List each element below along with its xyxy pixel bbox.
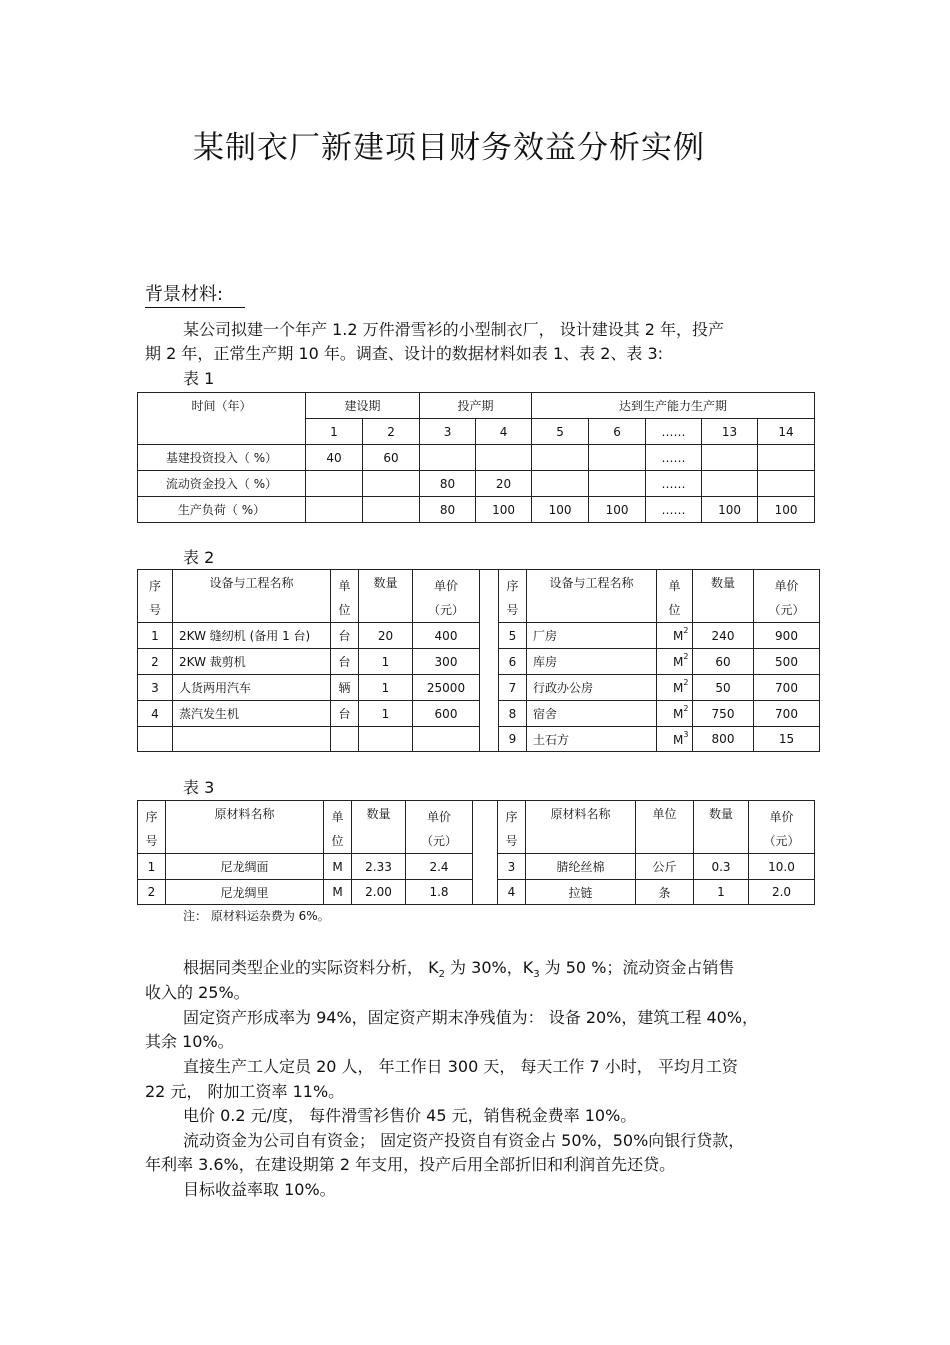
paragraph-6: 目标收益率取 10%。: [183, 1180, 336, 1199]
cell-unit: [657, 649, 693, 675]
cell: [476, 445, 532, 471]
cell-qty: 1: [694, 880, 749, 905]
cell: 80: [420, 497, 476, 523]
unit-exponent: 3: [683, 729, 689, 739]
table3-price-header-right: [749, 801, 815, 854]
cell-no: 8: [499, 701, 527, 727]
p1-subscript-3: 3: [533, 969, 540, 981]
cell-no: 2: [138, 649, 173, 675]
cell-price: 500: [754, 649, 820, 675]
row-label: 基建投资投入（ %）: [138, 445, 306, 471]
cell: 100: [702, 497, 758, 523]
cell-name: 土石方: [527, 727, 657, 752]
table1-year: 2: [363, 419, 420, 445]
price-line-2: （元）: [763, 834, 800, 848]
cell-qty: 1: [359, 649, 413, 675]
table2-qty-header-right: 数量: [693, 570, 754, 623]
cell-name: 尼龙绸面: [166, 854, 324, 880]
cell-qty: 1: [359, 701, 413, 727]
seq-line-2: 号: [506, 603, 519, 617]
cell-qty: 20: [359, 623, 413, 649]
table-row: [138, 497, 815, 523]
cell-price: 15: [754, 727, 820, 752]
cell-no: 4: [138, 701, 173, 727]
column-gap: [480, 649, 499, 675]
cell-no: 1: [138, 854, 166, 880]
cell-unit: 台: [331, 649, 359, 675]
cell-qty: 240: [693, 623, 754, 649]
cell-price: 600: [413, 701, 480, 727]
cell-price: 400: [413, 623, 480, 649]
cell-no: 2: [138, 880, 166, 905]
cell: [532, 445, 589, 471]
cell-unit: M: [324, 880, 352, 905]
table3-name-header-right: 原材料名称: [526, 801, 636, 854]
cell-name: [173, 727, 331, 752]
unit-base: M: [673, 732, 684, 747]
cell-price: 10.0: [749, 854, 815, 880]
cell: [589, 445, 646, 471]
p1-text-a: 根据同类型企业的实际资料分析， K: [183, 958, 439, 977]
table3: [137, 800, 815, 905]
table1-full-header: 达到生产能力生产期: [532, 393, 815, 419]
price-line-1: 单价: [426, 810, 451, 824]
cell: [758, 471, 815, 497]
cell: [758, 445, 815, 471]
cell: ……: [646, 445, 702, 471]
unit-base: M: [673, 655, 684, 669]
cell-name: 2KW 裁剪机: [173, 649, 331, 675]
column-gap: [473, 880, 498, 905]
price-line-2: （元）: [768, 603, 805, 617]
paragraph-5-line-2: 年利率 3.6%，在建设期第 2 年支用，投产后用全部折旧和利润首先还贷。: [145, 1155, 676, 1174]
seq-line-1: 序: [505, 810, 518, 824]
cell-no: 3: [498, 854, 526, 880]
cell-price: [413, 727, 480, 752]
cell: ……: [646, 497, 702, 523]
table1: [137, 392, 815, 523]
table3-qty-header-right: 数量: [694, 801, 749, 854]
table-row: [138, 880, 815, 905]
column-gap: [473, 801, 498, 854]
table1-build-header: 建设期: [306, 393, 420, 419]
cell-unit: 台: [331, 623, 359, 649]
table3-qty-header: 数量: [352, 801, 406, 854]
page-title: 某制衣厂新建项目财务效益分析实例: [193, 130, 705, 166]
table1-year: 14: [758, 419, 815, 445]
paragraph-1-line-2: 收入的 25%。: [145, 983, 250, 1002]
table1-year: 3: [420, 419, 476, 445]
paragraph-3-line-1: 直接生产工人定员 20 人， 年工作日 300 天， 每天工作 7 小时， 平均月工资: [183, 1057, 738, 1076]
table3-label: 表 3: [183, 778, 215, 797]
table1-year: 1: [306, 419, 363, 445]
cell-name: 蒸汽发生机: [173, 701, 331, 727]
intro-line-1: 某公司拟建一个年产 1.2 万件滑雪衫的小型制衣厂， 设计建设其 2 年，投产: [183, 320, 725, 339]
cell-unit: 公斤: [636, 854, 694, 880]
cell-name: 拉链: [526, 880, 636, 905]
table2-unit-header: [331, 570, 359, 623]
table3-seq-header-right: [498, 801, 526, 854]
cell-qty: 2.33: [352, 854, 406, 880]
table3-name-header: 原材料名称: [166, 801, 324, 854]
table1-year: 6: [589, 419, 646, 445]
cell-name: 行政办公房: [527, 675, 657, 701]
cell: 60: [363, 445, 420, 471]
unit-exponent: 2: [683, 678, 689, 687]
cell: [702, 445, 758, 471]
cell-qty: 750: [693, 701, 754, 727]
table2-name-header: 设备与工程名称: [173, 570, 331, 623]
table2-label: 表 2: [183, 548, 215, 567]
cell-name: 厂房: [527, 623, 657, 649]
table2-seq-header: [138, 570, 173, 623]
cell: [306, 471, 363, 497]
table3-note: 注： 原材料运杂费为 6%。: [183, 909, 330, 923]
paragraph-2-line-2: 其余 10%。: [145, 1032, 234, 1051]
paragraph-5-line-1: 流动资金为公司自有资金； 固定资产投资自有资金占 50%，50%向银行贷款，: [183, 1131, 745, 1150]
cell: 40: [306, 445, 363, 471]
unit-line-2: 位: [668, 603, 681, 617]
table1-trial-header: 投产期: [420, 393, 532, 419]
column-gap: [480, 570, 499, 623]
table2-price-header: [413, 570, 480, 623]
cell-name: 2KW 缝纫机 (备用 1 台): [173, 623, 331, 649]
seq-line-2: 号: [148, 603, 161, 617]
table2-unit-header-right: [657, 570, 693, 623]
cell: [306, 497, 363, 523]
column-gap: [473, 854, 498, 880]
cell-price: 2.4: [406, 854, 473, 880]
table-row: [138, 623, 820, 649]
cell-unit: [331, 727, 359, 752]
cell-qty: 60: [693, 649, 754, 675]
table2-seq-header-right: [499, 570, 527, 623]
table2-name-header-right: 设备与工程名称: [527, 570, 657, 623]
cell-name: 尼龙绸里: [166, 880, 324, 905]
p1-text-c: 为 50 %；流动资金占销售: [539, 958, 735, 977]
unit-line-2: 位: [331, 834, 344, 848]
cell: ……: [646, 471, 702, 497]
paragraph-3-line-2: 22 元， 附加工资率 11%。: [145, 1082, 345, 1101]
cell-no: 9: [499, 727, 527, 752]
table-row: [138, 701, 820, 727]
table-row: [138, 675, 820, 701]
row-label: 流动资金投入（ %）: [138, 471, 306, 497]
cell-qty: 800: [693, 727, 754, 752]
unit-exponent: 2: [683, 704, 689, 713]
cell-name: 人货两用汽车: [173, 675, 331, 701]
cell-name: 库房: [527, 649, 657, 675]
table-row: [138, 445, 815, 471]
unit-exponent: 2: [683, 626, 689, 635]
cell-price: 2.0: [749, 880, 815, 905]
cell-qty: 2.00: [352, 880, 406, 905]
table3-seq-header: [138, 801, 166, 854]
table1-year: 4: [476, 419, 532, 445]
cell: [589, 471, 646, 497]
cell: [702, 471, 758, 497]
cell-qty: [359, 727, 413, 752]
cell-unit: 条: [636, 880, 694, 905]
cell-unit: 台: [331, 701, 359, 727]
row-label: 生产负荷（ %）: [138, 497, 306, 523]
cell: [363, 471, 420, 497]
price-line-1: 单价: [433, 579, 458, 593]
price-line-2: （元）: [427, 603, 464, 617]
cell: [532, 471, 589, 497]
table-row: [138, 649, 820, 675]
cell-unit: M: [324, 854, 352, 880]
unit-line-1: 单: [338, 579, 351, 593]
cell-unit: [657, 675, 693, 701]
seq-line-1: 序: [506, 579, 519, 593]
cell-no: 6: [499, 649, 527, 675]
table-row: [138, 727, 820, 752]
cell-no: [138, 727, 173, 752]
cell: [420, 445, 476, 471]
cell-unit: 辆: [331, 675, 359, 701]
table1-year: ……: [646, 419, 702, 445]
column-gap: [480, 727, 499, 752]
unit-line-1: 单: [668, 579, 681, 593]
p1-subscript-2: 2: [438, 969, 445, 981]
cell-name: 腈纶丝棉: [526, 854, 636, 880]
column-gap: [480, 675, 499, 701]
table1-time-header: 时间（年）: [138, 393, 306, 445]
section-heading: 背景材料:: [145, 283, 245, 308]
cell-price: 700: [754, 701, 820, 727]
cell-qty: 1: [359, 675, 413, 701]
cell-price: 25000: [413, 675, 480, 701]
table2-price-header-right: [754, 570, 820, 623]
cell: 100: [589, 497, 646, 523]
price-line-1: 单价: [774, 579, 799, 593]
table-row: [138, 854, 815, 880]
cell: 100: [532, 497, 589, 523]
cell: [363, 497, 420, 523]
cell-unit: [657, 701, 693, 727]
price-line-1: 单价: [769, 810, 794, 824]
cell-unit: [657, 623, 693, 649]
cell-price: 1.8: [406, 880, 473, 905]
cell-name: 宿舍: [527, 701, 657, 727]
seq-line-1: 序: [148, 579, 161, 593]
seq-line-2: 号: [145, 834, 158, 848]
cell: 100: [476, 497, 532, 523]
table3-unit-header-right: 单位: [636, 801, 694, 854]
cell-no: 5: [499, 623, 527, 649]
table-row: [138, 471, 815, 497]
cell-qty: 0.3: [694, 854, 749, 880]
cell-no: 7: [499, 675, 527, 701]
intro-line-2: 期 2 年，正常生产期 10 年。调查、设计的数据材料如表 1、表 2、表 3:: [145, 344, 664, 363]
cell-qty: 50: [693, 675, 754, 701]
cell-price: 700: [754, 675, 820, 701]
cell-unit: [657, 727, 693, 752]
column-gap: [480, 701, 499, 727]
seq-line-1: 序: [145, 810, 158, 824]
cell: 100: [758, 497, 815, 523]
cell-price: 300: [413, 649, 480, 675]
paragraph-2-line-1: 固定资产形成率为 94%，固定资产期末净残值为： 设备 20%，建筑工程 40%，: [183, 1008, 759, 1027]
table3-unit-header: [324, 801, 352, 854]
table2-qty-header: 数量: [359, 570, 413, 623]
table1-year: 5: [532, 419, 589, 445]
unit-base: M: [673, 707, 684, 721]
unit-line-1: 单: [331, 810, 344, 824]
cell: 20: [476, 471, 532, 497]
unit-exponent: 2: [683, 652, 689, 661]
unit-base: M: [673, 629, 684, 643]
p1-text-b: 为 30%，K: [444, 958, 534, 977]
cell: 80: [420, 471, 476, 497]
cell-no: 1: [138, 623, 173, 649]
paragraph-1-line-1: [183, 956, 734, 987]
unit-base: M: [673, 681, 684, 695]
price-line-2: （元）: [420, 834, 457, 848]
unit-line-2: 位: [338, 603, 351, 617]
column-gap: [480, 623, 499, 649]
cell-no: 3: [138, 675, 173, 701]
table3-price-header: [406, 801, 473, 854]
table1-year: 13: [702, 419, 758, 445]
table1-label: 表 1: [183, 369, 215, 388]
cell-no: 4: [498, 880, 526, 905]
paragraph-4: 电价 0.2 元/度， 每件滑雪衫售价 45 元，销售税金费率 10%。: [183, 1106, 637, 1125]
table2: [137, 569, 820, 752]
seq-line-2: 号: [505, 834, 518, 848]
cell-price: 900: [754, 623, 820, 649]
